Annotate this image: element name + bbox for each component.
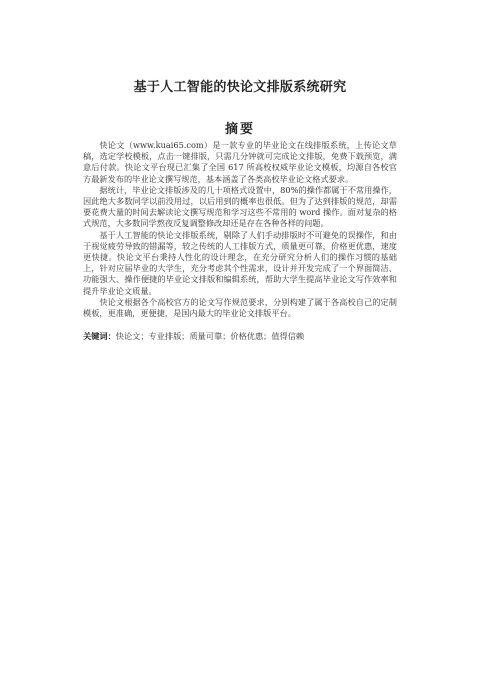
abstract-paragraph-4: 快论文根据各个高校官方的论文写作规范要求，分别构建了属于各高校自己的定制模板，更准确，更便捷，是国内最大的毕业论文排版平台。	[83, 296, 397, 319]
abstract-heading: 摘要	[224, 122, 255, 137]
abstract-paragraph-1: 快论文（www.kuai65.com）是一款专业的毕业论文在线排版系统，上传论文草稿，选定学校模板，点击一键排版，只需几分钟就可完成论文排版，免费下载预览，满意后付款。快论文平台现已汇集了全国 617 所高校权威毕业论文模板，均源自各校官方最新发布的毕业论文撰写规范，基本涵盖了各类高校毕业论文格式要求。	[83, 140, 397, 184]
abstract-paragraph-2: 据统计，毕业论文排版涉及的几十项格式设置中，80%的操作都属于不常用操作，因此绝大多数同学以前没用过，以后用到的概率也很低。但为了达到排版的规范，却需要花费大量的时间去解读论文撰写规范和学习这些不常用的 word 操作。面对复杂的格式规范，大多数同学熬夜反复调整修改却还是存在各种各样的问题。	[83, 184, 397, 229]
keywords-line	[83, 331, 397, 342]
keywords-text: 快论文；专业排版；质量可靠；价格优惠；值得信赖	[115, 331, 305, 342]
keywords-label: 关键词：	[83, 331, 116, 342]
document-title: 基于人工智能的快论文排版系统研究	[133, 80, 347, 95]
abstract-paragraph-3: 基于人工智能的快论文排版系统，剔除了人们手动排版时不可避免的误操作，和由于视觉疲劳导致的错漏等，较之传统的人工排版方式，质量更可靠，价格更优惠，速度更快捷。快论文平台秉持人性化的设计理念，在充分研究分析人们的操作习惯的基础上，针对应届毕业的大学生，充分考虑其个性需求，设计并开发完成了一个界面简洁、功能强大、操作便捷的毕业论文排版和编辑系统，帮助大学生提高毕业论文写作效率和提升毕业论文质量。	[83, 229, 397, 296]
abstract-body	[83, 140, 397, 342]
